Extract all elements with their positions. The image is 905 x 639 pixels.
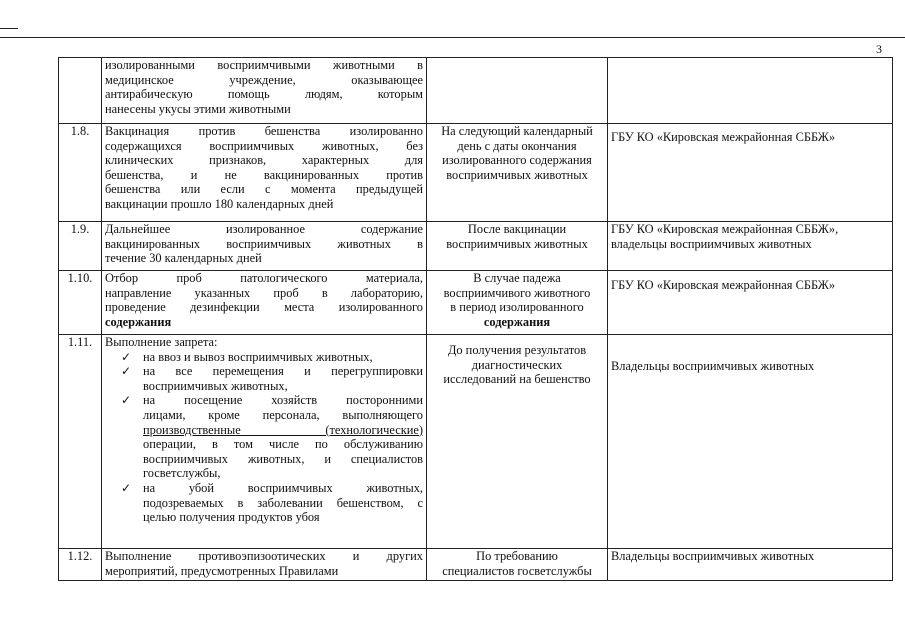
measure-term (427, 124, 608, 222)
table-row (59, 124, 893, 222)
desc-line: вакцинации прошло 180 календарных дней (105, 196, 334, 211)
ban-line: восприимчивых животных, (143, 378, 288, 393)
measure-description (102, 222, 427, 271)
responsible-text: ГБУ КО «Кировская межрайонная СББЖ» (611, 130, 836, 144)
term-line: По требованию (476, 549, 558, 563)
measure-description (102, 335, 427, 549)
measure-description (102, 124, 427, 222)
desc-line: содержания (105, 314, 172, 329)
term-line: восприимчивых животных (446, 236, 588, 251)
row-number: 1.8. (59, 124, 102, 222)
term-line: До получения результатов (447, 343, 587, 357)
ban-line: целью получения продуктов убоя (143, 510, 320, 525)
measure-term (427, 222, 608, 271)
responsible-text: Владельцы восприимчивых животных (611, 549, 815, 563)
table-row (59, 58, 893, 124)
desc-line: клинических признаков, характерных для (105, 153, 423, 168)
list-item (119, 481, 423, 525)
ban-line: лицами, кроме персонала, выполняющего (143, 407, 423, 422)
checkmark-icon: ✓ (121, 364, 132, 379)
list-item (119, 364, 423, 393)
responsible-text: ГБУ КО «Кировская межрайонная СББЖ» (611, 278, 836, 292)
desc-line: Выполнение противоэпизоотических и других (105, 549, 423, 563)
row-number: 1.9. (59, 222, 102, 271)
desc-line: Дальнейшее изолированное содержание (105, 222, 423, 236)
term-line: После вакцинации (467, 222, 567, 236)
responsible-text: Владельцы восприимчивых животных (611, 359, 815, 373)
measure-description (102, 271, 427, 335)
row-number: 1.10. (59, 271, 102, 335)
ban-line: на все перемещения и перегруппировки (143, 364, 423, 379)
ban-line: госветслужбы, (143, 466, 221, 481)
desc-line: Вакцинация против бешенства изолированно (105, 124, 423, 138)
measure-term (427, 271, 608, 335)
term-line: диагностических (471, 357, 563, 372)
table-row (59, 271, 893, 335)
table-row (59, 335, 893, 549)
ban-line: восприимчивых животных, и специалистов (143, 451, 423, 466)
desc-line: Отбор проб патологического материала, (105, 271, 423, 285)
responsible-text: ГБУ КО «Кировская межрайонная СББЖ», владельцы восприимчивых животных (611, 222, 839, 251)
measure-responsible (608, 335, 893, 549)
desc-line: вакцинированных восприимчивых животных в (105, 236, 423, 251)
list-item (119, 350, 423, 365)
measure-responsible (608, 124, 893, 222)
ban-line: подозреваемых в заболевании бешенством, с (143, 495, 423, 510)
ban-intro: Выполнение запрета: (105, 335, 218, 349)
desc-line: медицинское учреждение, оказывающее (105, 72, 423, 87)
row-number (59, 58, 102, 124)
term-line: день с даты окончания (457, 138, 577, 153)
ban-line: на ввоз и вывоз восприимчивых животных, (143, 349, 373, 364)
ban-line: производственные (технологические) (143, 422, 423, 437)
checkmark-icon: ✓ (121, 349, 132, 364)
measure-responsible (608, 549, 893, 581)
desc-line: изолированными восприимчивыми животными в (105, 58, 423, 72)
ban-list (105, 350, 423, 525)
desc-line: антирабическую помощь людям, которым (105, 87, 423, 102)
list-item (119, 393, 423, 481)
measure-responsible (608, 222, 893, 271)
term-line: содержания (483, 314, 551, 329)
desc-line: течение 30 календарных дней (105, 251, 262, 266)
term-line: восприимчивого животного (443, 285, 591, 300)
table-row (59, 222, 893, 271)
term-line: специалистов госветслужбы (442, 563, 592, 578)
desc-line: бешенства, и не вакцинированных против (105, 167, 423, 182)
ban-line: на посещение хозяйств посторонними (143, 393, 423, 408)
desc-line: направление указанных проб в лабораторию, (105, 285, 423, 300)
measure-term (427, 335, 608, 549)
page-number: 3 (876, 42, 882, 56)
desc-line: нанесены укусы этими животными (105, 101, 291, 116)
term-line: в период изолированного (450, 300, 584, 315)
table-row (59, 549, 893, 581)
desc-line: содержащихся восприимчивых животных, без (105, 138, 423, 153)
measure-term (427, 549, 608, 581)
measure-description (102, 58, 427, 124)
desc-line: мероприятий, предусмотренных Правилами (105, 563, 339, 578)
scan-line-left (0, 28, 18, 29)
measures-table (58, 57, 893, 581)
term-line: исследований на бешенство (443, 372, 591, 387)
measure-term (427, 58, 608, 124)
checkmark-icon: ✓ (121, 480, 132, 495)
ban-line: операции, в том числе по обслуживанию (143, 437, 423, 452)
desc-line: бешенства или если с момента предыдущей (105, 182, 423, 197)
term-line: На следующий календарный (441, 124, 593, 138)
row-number: 1.11. (59, 335, 102, 549)
measure-responsible (608, 58, 893, 124)
measure-responsible (608, 271, 893, 335)
desc-line: проведение дезинфекции места изолированного (105, 300, 423, 315)
term-line: В случае падежа (473, 271, 561, 285)
measure-description (102, 549, 427, 581)
ban-line: на убой восприимчивых животных, (143, 480, 423, 495)
term-line: изолированного содержания (442, 153, 592, 168)
scan-line-top (0, 37, 905, 38)
term-line: восприимчивых животных (446, 167, 588, 182)
checkmark-icon: ✓ (121, 393, 132, 408)
row-number: 1.12. (59, 549, 102, 581)
